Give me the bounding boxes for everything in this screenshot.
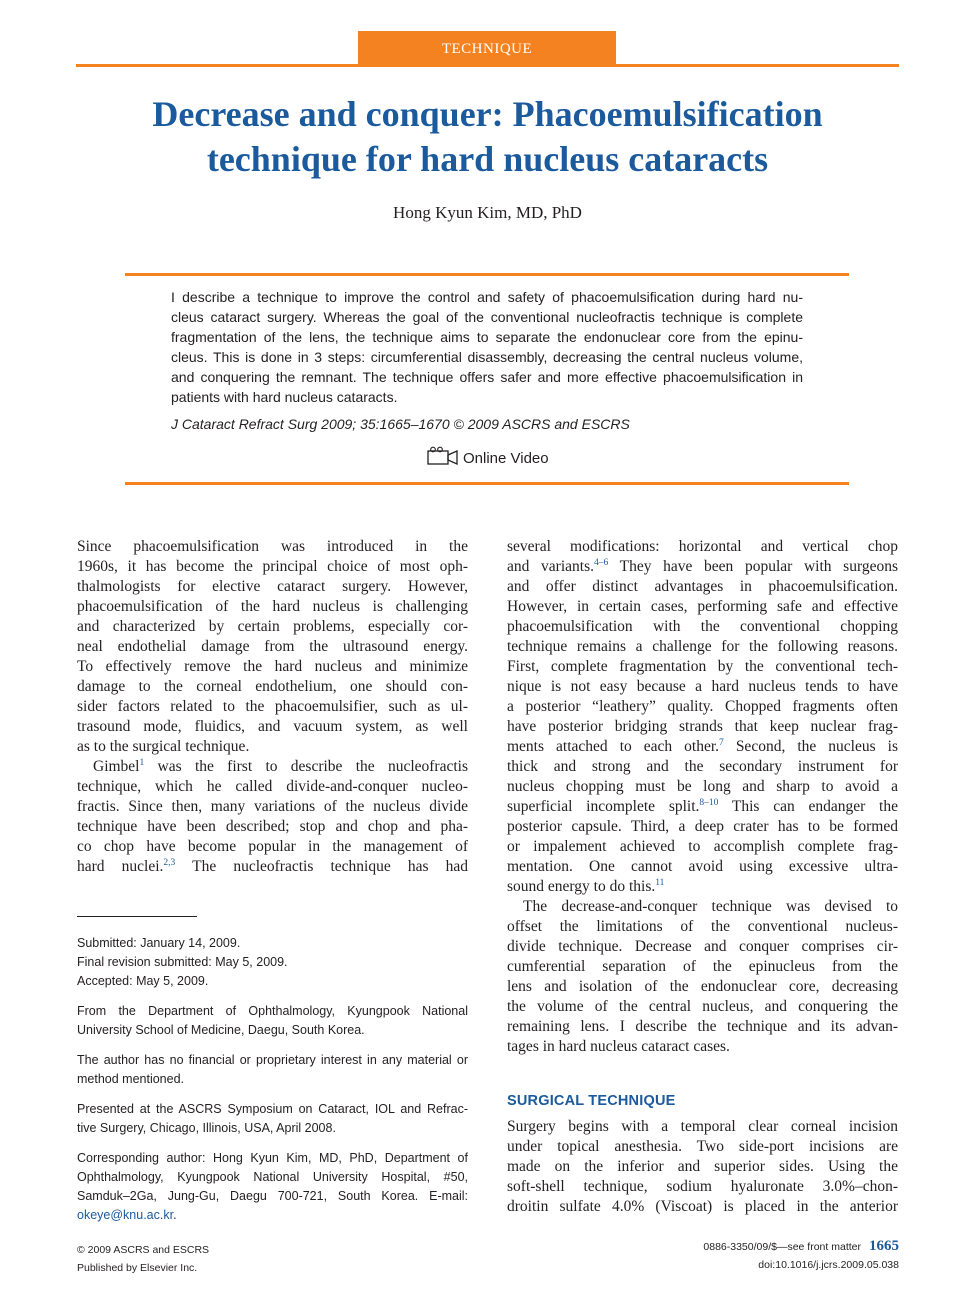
reference-link[interactable]: 11 — [655, 878, 665, 888]
body-line: thalmologists for elective cataract surgery. However, — [77, 578, 468, 595]
body-line: phacoemulsification of the hard nucleus is challenging — [77, 598, 468, 615]
body-line: Since phacoemulsification was introduced in the — [77, 538, 468, 555]
body-line: made on the inferior and superior sides. Using the — [507, 1158, 898, 1175]
body-line — [507, 797, 898, 817]
doi-link[interactable]: doi:10.1016/j.jcrs.2009.05.038 — [758, 1259, 899, 1271]
correspondence-line: Samduk–2Ga, Jung-Gu, Daegu 700-721, South Korea. E-mail: — [77, 1189, 468, 1203]
abstract-line: and conquering the remnant. The technique offers safer and more effective phacoemulsification in — [171, 369, 803, 385]
text-run: The nucleofractis technique has had — [175, 858, 468, 875]
accepted-date: Accepted: May 5, 2009. — [77, 974, 209, 988]
correspondence-line — [77, 1206, 468, 1225]
article-notes — [77, 934, 468, 1225]
reference-link[interactable]: 8–10 — [699, 798, 719, 808]
copyright-line: © 2009 ASCRS and ESCRS — [77, 1244, 210, 1256]
body-line: remaining lens. I describe the technique and its advan- — [507, 1018, 898, 1035]
presentation-line: Presented at the ASCRS Symposium on Cataract, IOL and Refrac- — [77, 1102, 468, 1116]
title-line: technique for hard nucleus cataracts — [206, 139, 769, 179]
body-line: neal endothelial damage from the ultrasound energy. — [77, 638, 468, 655]
text-run: was the first to describe the nucleofractis — [144, 758, 468, 775]
body-line: offset the limitations of the conventional nucleus- — [507, 918, 898, 935]
section-heading: SURGICAL TECHNIQUE — [507, 1093, 676, 1109]
title-line: Decrease and conquer: Phacoemulsification — [152, 94, 823, 134]
footer-right — [703, 1237, 899, 1274]
body-line: technique, which he called divide-and-conquer nucleo- — [77, 778, 468, 795]
article-title — [76, 92, 899, 182]
body-line: and characterized by certain problems, especially cor- — [77, 618, 468, 635]
disclosure-line: The author has no financial or proprietary interest in any material or — [77, 1053, 468, 1067]
body-line — [77, 757, 468, 777]
text-run: . — [173, 1208, 177, 1222]
abstract-line: fragmentation of the lens, the technique aims to separate the endonuclear core from the epinu- — [171, 329, 803, 345]
affiliation-line: From the Department of Ophthalmology, Kyungpook National — [77, 1004, 468, 1018]
body-line: mentation. One cannot avoid using excessive ultra- — [507, 858, 898, 875]
text-run: They have been popular with surgeons — [608, 558, 898, 575]
body-line — [507, 557, 898, 577]
body-column-right — [507, 537, 898, 1057]
body-line: technique remains a challenge for the following reasons. — [507, 638, 898, 655]
footer-left — [77, 1241, 209, 1277]
body-line — [507, 877, 898, 897]
body-line: fractis. Since then, many variations of the nucleus divide — [77, 798, 468, 815]
header-rule — [76, 64, 899, 67]
body-line: phacoemulsification with the conventional chopping — [507, 618, 898, 635]
text-run: This can endanger the — [718, 798, 898, 815]
abstract-line: cleus. This is done in 3 steps: circumferential disassembly, decreasing the central nucleus volume, — [171, 349, 803, 365]
video-label: Online Video — [463, 449, 549, 467]
correspondence-line: Ophthalmology, Kyungpook National University Hospital, #50, — [77, 1170, 468, 1184]
body-line: The decrease-and-conquer technique was devised to — [523, 898, 898, 915]
email-link[interactable]: okeye@knu.ac.kr — [77, 1208, 174, 1222]
abstract — [171, 287, 803, 407]
video-camera-icon — [427, 446, 459, 470]
body-line: sider factors related to the phacoemulsifier, such as ul- — [77, 698, 468, 715]
issn-text: 0886-3350/09/$—see front matter — [703, 1241, 861, 1253]
body-line: under topical anesthesia. Two side-port incisions are — [507, 1138, 898, 1155]
body-line: several modifications: horizontal and vertical chop — [507, 538, 898, 555]
body-line: posterior capsule. Third, a deep crater has to be formed — [507, 818, 898, 835]
online-video-link[interactable] — [427, 446, 549, 470]
text-run: and variants. — [507, 558, 594, 575]
reference-link[interactable]: 7 — [719, 738, 724, 748]
reference-link[interactable]: 2,3 — [163, 858, 176, 868]
text-run: hard nuclei. — [77, 858, 164, 875]
body-line: thick and strong and the secondary instrument for — [507, 758, 898, 775]
author-line: Hong Kyun Kim, MD, PhD — [393, 203, 582, 222]
body-line: co chop have become popular in the management of — [77, 838, 468, 855]
body-line: nique is not easy because a hard nucleus tends to have — [507, 678, 898, 695]
body-line: However, in certain cases, performing safe and effective — [507, 598, 898, 615]
text-run: sound energy to do this. — [507, 878, 656, 895]
body-line — [77, 857, 468, 877]
body-line: damage to the corneal endothelium, one should con- — [77, 678, 468, 695]
body-line: soft-shell technique, sodium hyaluronate 3.0%–chon- — [507, 1178, 898, 1195]
body-line: nucleus chopping must be long and sharp to avoid a — [507, 778, 898, 795]
body-line: To effectively remove the hard nucleus and minimize — [77, 658, 468, 675]
text-run: ments attached to each other. — [507, 738, 720, 755]
body-line: the volume of the central nucleus, and conquering the — [507, 998, 898, 1015]
body-column-left — [77, 537, 468, 877]
issn-line — [703, 1237, 899, 1256]
disclosure-line: method mentioned. — [77, 1072, 185, 1086]
body-line: have posterior bridging strands that keep nuclear frag- — [507, 718, 898, 735]
abstract-line: I describe a technique to improve the control and safety of phacoemulsification during hard nu- — [171, 289, 803, 305]
page-number: 1665 — [869, 1238, 899, 1254]
body-line: technique have been described; stop and chop and pha- — [77, 818, 468, 835]
text-run: superficial incomplete split. — [507, 798, 700, 815]
revision-date: Final revision submitted: May 5, 2009. — [77, 955, 288, 969]
footnote-rule — [77, 916, 197, 917]
body-line: as to the surgical technique. — [77, 738, 250, 755]
journal-citation: J Cataract Refract Surg 2009; 35:1665–1670 © 2009 ASCRS and ESCRS — [171, 416, 630, 432]
body-line: a posterior “leathery” quality. Chopped fragments often — [507, 698, 898, 715]
body-line: or impalement achieved to accomplish complete frag- — [507, 838, 898, 855]
body-line: lens and isolation of the endonuclear core, decreasing — [507, 978, 898, 995]
section-tab: TECHNIQUE — [358, 31, 616, 66]
abstract-line: cleus cataract surgery. Whereas the goal of the conventional nucleofractis technique is complete — [171, 309, 803, 325]
abstract-top-rule — [125, 273, 849, 276]
body-line: droitin sulfate 4.0% (Viscoat) is placed in the anterior — [507, 1198, 898, 1215]
correspondence-line: Corresponding author: Hong Kyun Kim, MD, PhD, Department of — [77, 1151, 468, 1165]
body-line — [507, 737, 898, 757]
publisher-line: Published by Elsevier Inc. — [77, 1262, 198, 1274]
body-line: First, complete fragmentation by the conventional tech- — [507, 658, 898, 675]
body-line: trasound mode, fluidics, and vacuum system, as well — [77, 718, 468, 735]
text-run: Second, the nucleus is — [723, 738, 898, 755]
affiliation-line: University School of Medicine, Daegu, South Korea. — [77, 1023, 365, 1037]
body-line: and offer distinct advantages in phacoemulsification. — [507, 578, 898, 595]
body-line: cumferential separation of the epinucleus from the — [507, 958, 898, 975]
submitted-date: Submitted: January 14, 2009. — [77, 936, 241, 950]
reference-link[interactable]: 4–6 — [593, 558, 609, 568]
body-line: divide technique. Decrease and conquer comprises cir- — [507, 938, 898, 955]
body-line: tages in hard nucleus cataract cases. — [507, 1038, 730, 1055]
abstract-bottom-rule — [125, 482, 849, 485]
presentation-line: tive Surgery, Chicago, Illinois, USA, April 2008. — [77, 1121, 336, 1135]
abstract-line: patients with hard nucleus cataracts. — [171, 389, 398, 405]
body-line: 1960s, it has become the principal choice of most oph- — [77, 558, 468, 575]
reference-link[interactable]: 1 — [139, 758, 145, 768]
text-run: Gimbel — [93, 758, 140, 775]
body-line: Surgery begins with a temporal clear corneal incision — [507, 1118, 898, 1135]
body-column-right-continued — [507, 1117, 898, 1217]
